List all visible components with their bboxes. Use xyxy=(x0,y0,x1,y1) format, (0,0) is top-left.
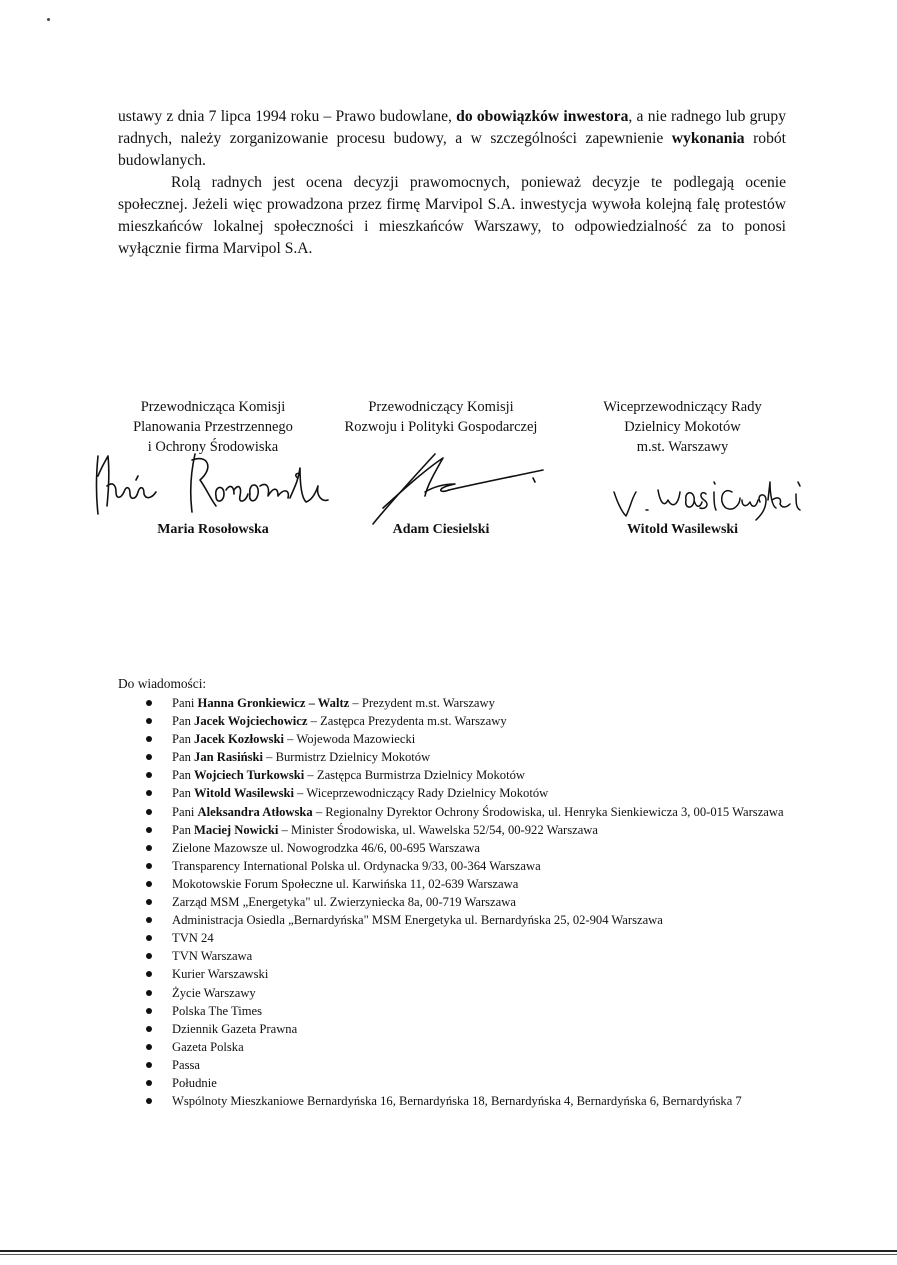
recipient-name: Witold Wasilewski xyxy=(194,786,295,801)
recipient-item xyxy=(145,911,805,929)
scan-speck xyxy=(47,18,50,21)
recipient-name: Hanna Gronkiewicz – Waltz xyxy=(197,696,350,710)
recipient-text: Wspólnoty Mieszkaniowe Bernardyńska 16, Bernardyńska 18, Bernardyńska 4, Bernardyńska 6, Bernardyńska 7 xyxy=(172,1094,742,1109)
recipient-text: Zielone Mazowsze ul. Nowogrodzka 46/6, 00-695 Warszawa xyxy=(172,840,480,855)
recipient-item xyxy=(145,712,805,730)
recipient-item xyxy=(145,875,805,893)
signer-name-block-3 xyxy=(575,519,790,540)
signer-block-2 xyxy=(322,397,560,437)
signer-title-line: Przewodniczący Komisji xyxy=(368,399,514,415)
recipient-item xyxy=(145,857,805,875)
recipient-text: Zarząd MSM „Energetyka" ul. Zwierzyniecka 8a, 00-719 Warszawa xyxy=(172,895,516,910)
recipient-item xyxy=(145,694,805,712)
recipient-item xyxy=(145,1038,805,1056)
signer-name-block-2 xyxy=(322,519,560,540)
recipient-text: Pan xyxy=(172,732,195,747)
recipient-name: Jacek Kozłowski xyxy=(194,732,284,747)
recipient-text: Pan xyxy=(172,786,195,801)
recipient-text: Passa xyxy=(172,1057,200,1072)
recipient-text: Dziennik Gazeta Prawna xyxy=(172,1021,298,1036)
recipient-text: – Regionalny Dyrektor Ochrony Środowiska, ul. Henryka Sienkiewicza 3, 00-015 Warszawa xyxy=(312,804,784,819)
recipient-text: – Prezydent m.st. Warszawy xyxy=(349,696,495,710)
recipient-name: Jacek Wojciechowicz xyxy=(194,714,308,729)
signer-title-line: m.st. Warszawy xyxy=(636,439,729,455)
recipient-item xyxy=(145,1020,805,1038)
emphasis-text: do obowiązków inwestora xyxy=(456,108,629,125)
recipient-text: Polska The Times xyxy=(172,1003,263,1018)
signer-title-line: Dzielnicy Mokotów xyxy=(624,419,741,435)
distribution-list xyxy=(145,694,805,1110)
recipient-text: Pan xyxy=(172,822,195,837)
recipient-item xyxy=(145,1092,805,1110)
recipient-item xyxy=(145,893,805,911)
recipient-item xyxy=(145,730,805,748)
signer-title-line: Planowania Przestrzennego xyxy=(133,419,293,435)
recipient-text: – Zastępca Burmistrza Dzielnicy Mokotów xyxy=(304,768,525,783)
recipient-text: Południe xyxy=(172,1075,217,1090)
recipient-item xyxy=(145,766,805,784)
recipient-text: TVN Warszawa xyxy=(172,949,253,964)
signer-name: Adam Ciesielski xyxy=(392,522,490,537)
recipient-text: Pani xyxy=(172,696,198,710)
recipient-item xyxy=(145,784,805,802)
signer-title-line: Przewodnicząca Komisji xyxy=(140,399,286,415)
signature-rosolowska xyxy=(90,446,340,521)
bottom-border-shadow xyxy=(0,1254,897,1255)
signer-name-block-1 xyxy=(98,519,328,540)
recipient-item xyxy=(145,748,805,766)
recipient-text: Pan xyxy=(172,750,195,765)
recipient-item xyxy=(145,839,805,857)
bottom-border xyxy=(0,1250,897,1252)
signer-title-line: Rozwoju i Polityki Gospodarczej xyxy=(344,419,538,435)
signer-title-line: i Ochrony Środowiska xyxy=(147,439,279,455)
recipient-name: Aleksandra Atłowska xyxy=(197,804,313,819)
signer-title-line: Wiceprzewodniczący Rady xyxy=(603,399,762,415)
recipient-text: Mokotowskie Forum Społeczne ul. Karwińska 11, 02-639 Warszawa xyxy=(172,876,519,891)
recipient-item xyxy=(145,803,805,821)
recipient-text: Kurier Warszawski xyxy=(172,967,269,982)
recipient-text: – Minister Środowiska, ul. Wawelska 52/54, 00-922 Warszawa xyxy=(278,822,598,837)
signer-name: Maria Rosołowska xyxy=(157,522,269,537)
recipient-item xyxy=(145,1074,805,1092)
paragraph-2: Rolą radnych jest ocena decyzji prawomocnych, ponieważ decyzje te podlegają ocenie społecznej. Jeżeli więc prowadzona przez firmę Marvipol S.A. inwestycja wywoła kolejną falę protestów mieszkańców lokalnej społeczności i mieszkańców Warszawy, to odpowiedzialność za to ponosi wyłącznie firma Marvipol S.A. xyxy=(118,174,786,257)
recipient-text: Transparency International Polska ul. Ordynacka 9/33, 00-364 Warszawa xyxy=(172,858,541,873)
recipient-text: Gazeta Polska xyxy=(172,1039,244,1054)
distribution-heading: Do wiadomości: xyxy=(118,676,207,691)
recipient-name: Jan Rasiński xyxy=(194,750,263,765)
recipient-text: Pan xyxy=(172,768,195,783)
recipient-item xyxy=(145,984,805,1002)
recipient-text: – Wiceprzewodniczący Rady Dzielnicy Mokotów xyxy=(294,786,549,801)
recipient-item xyxy=(145,947,805,965)
signer-name: Witold Wasilewski xyxy=(626,522,739,537)
recipient-name: Wojciech Turkowski xyxy=(194,768,305,783)
recipient-text: Pani xyxy=(172,804,198,819)
signature-wasilewski xyxy=(610,470,860,525)
recipient-text: TVN 24 xyxy=(172,931,214,946)
recipient-item xyxy=(145,1002,805,1020)
recipient-text: – Burmistrz Dzielnicy Mokotów xyxy=(263,750,431,765)
paragraph-text: , a nie radnego lub grupy radnych, należy zorganizowanie procesu budowy, a w szczególności zapewnienie xyxy=(118,108,786,147)
recipient-item xyxy=(145,965,805,983)
signature-ciesielski xyxy=(365,448,555,528)
recipient-text: Administracja Osiedla „Bernardyńska" MSM Energetyka ul. Bernardyńska 25, 02-904 Warszawa xyxy=(172,913,663,928)
signer-block-3 xyxy=(575,397,790,457)
recipient-name: Maciej Nowicki xyxy=(194,822,279,837)
recipient-text: – Zastępca Prezydenta m.st. Warszawy xyxy=(307,714,507,729)
paragraph-1 xyxy=(118,106,786,172)
recipient-text: Życie Warszawy xyxy=(172,985,256,1000)
recipient-text: – Wojewoda Mazowiecki xyxy=(283,732,416,747)
recipient-item xyxy=(145,821,805,839)
emphasis-text: wykonania xyxy=(671,130,745,147)
letter-body xyxy=(118,106,786,260)
recipient-item xyxy=(145,1056,805,1074)
paragraph-text: ustawy z dnia 7 lipca 1994 roku – Prawo budowlane, xyxy=(118,108,457,125)
paragraph-text: robót budowlanych. xyxy=(118,130,786,169)
recipient-item xyxy=(145,929,805,947)
recipient-text: Pan xyxy=(172,714,195,729)
